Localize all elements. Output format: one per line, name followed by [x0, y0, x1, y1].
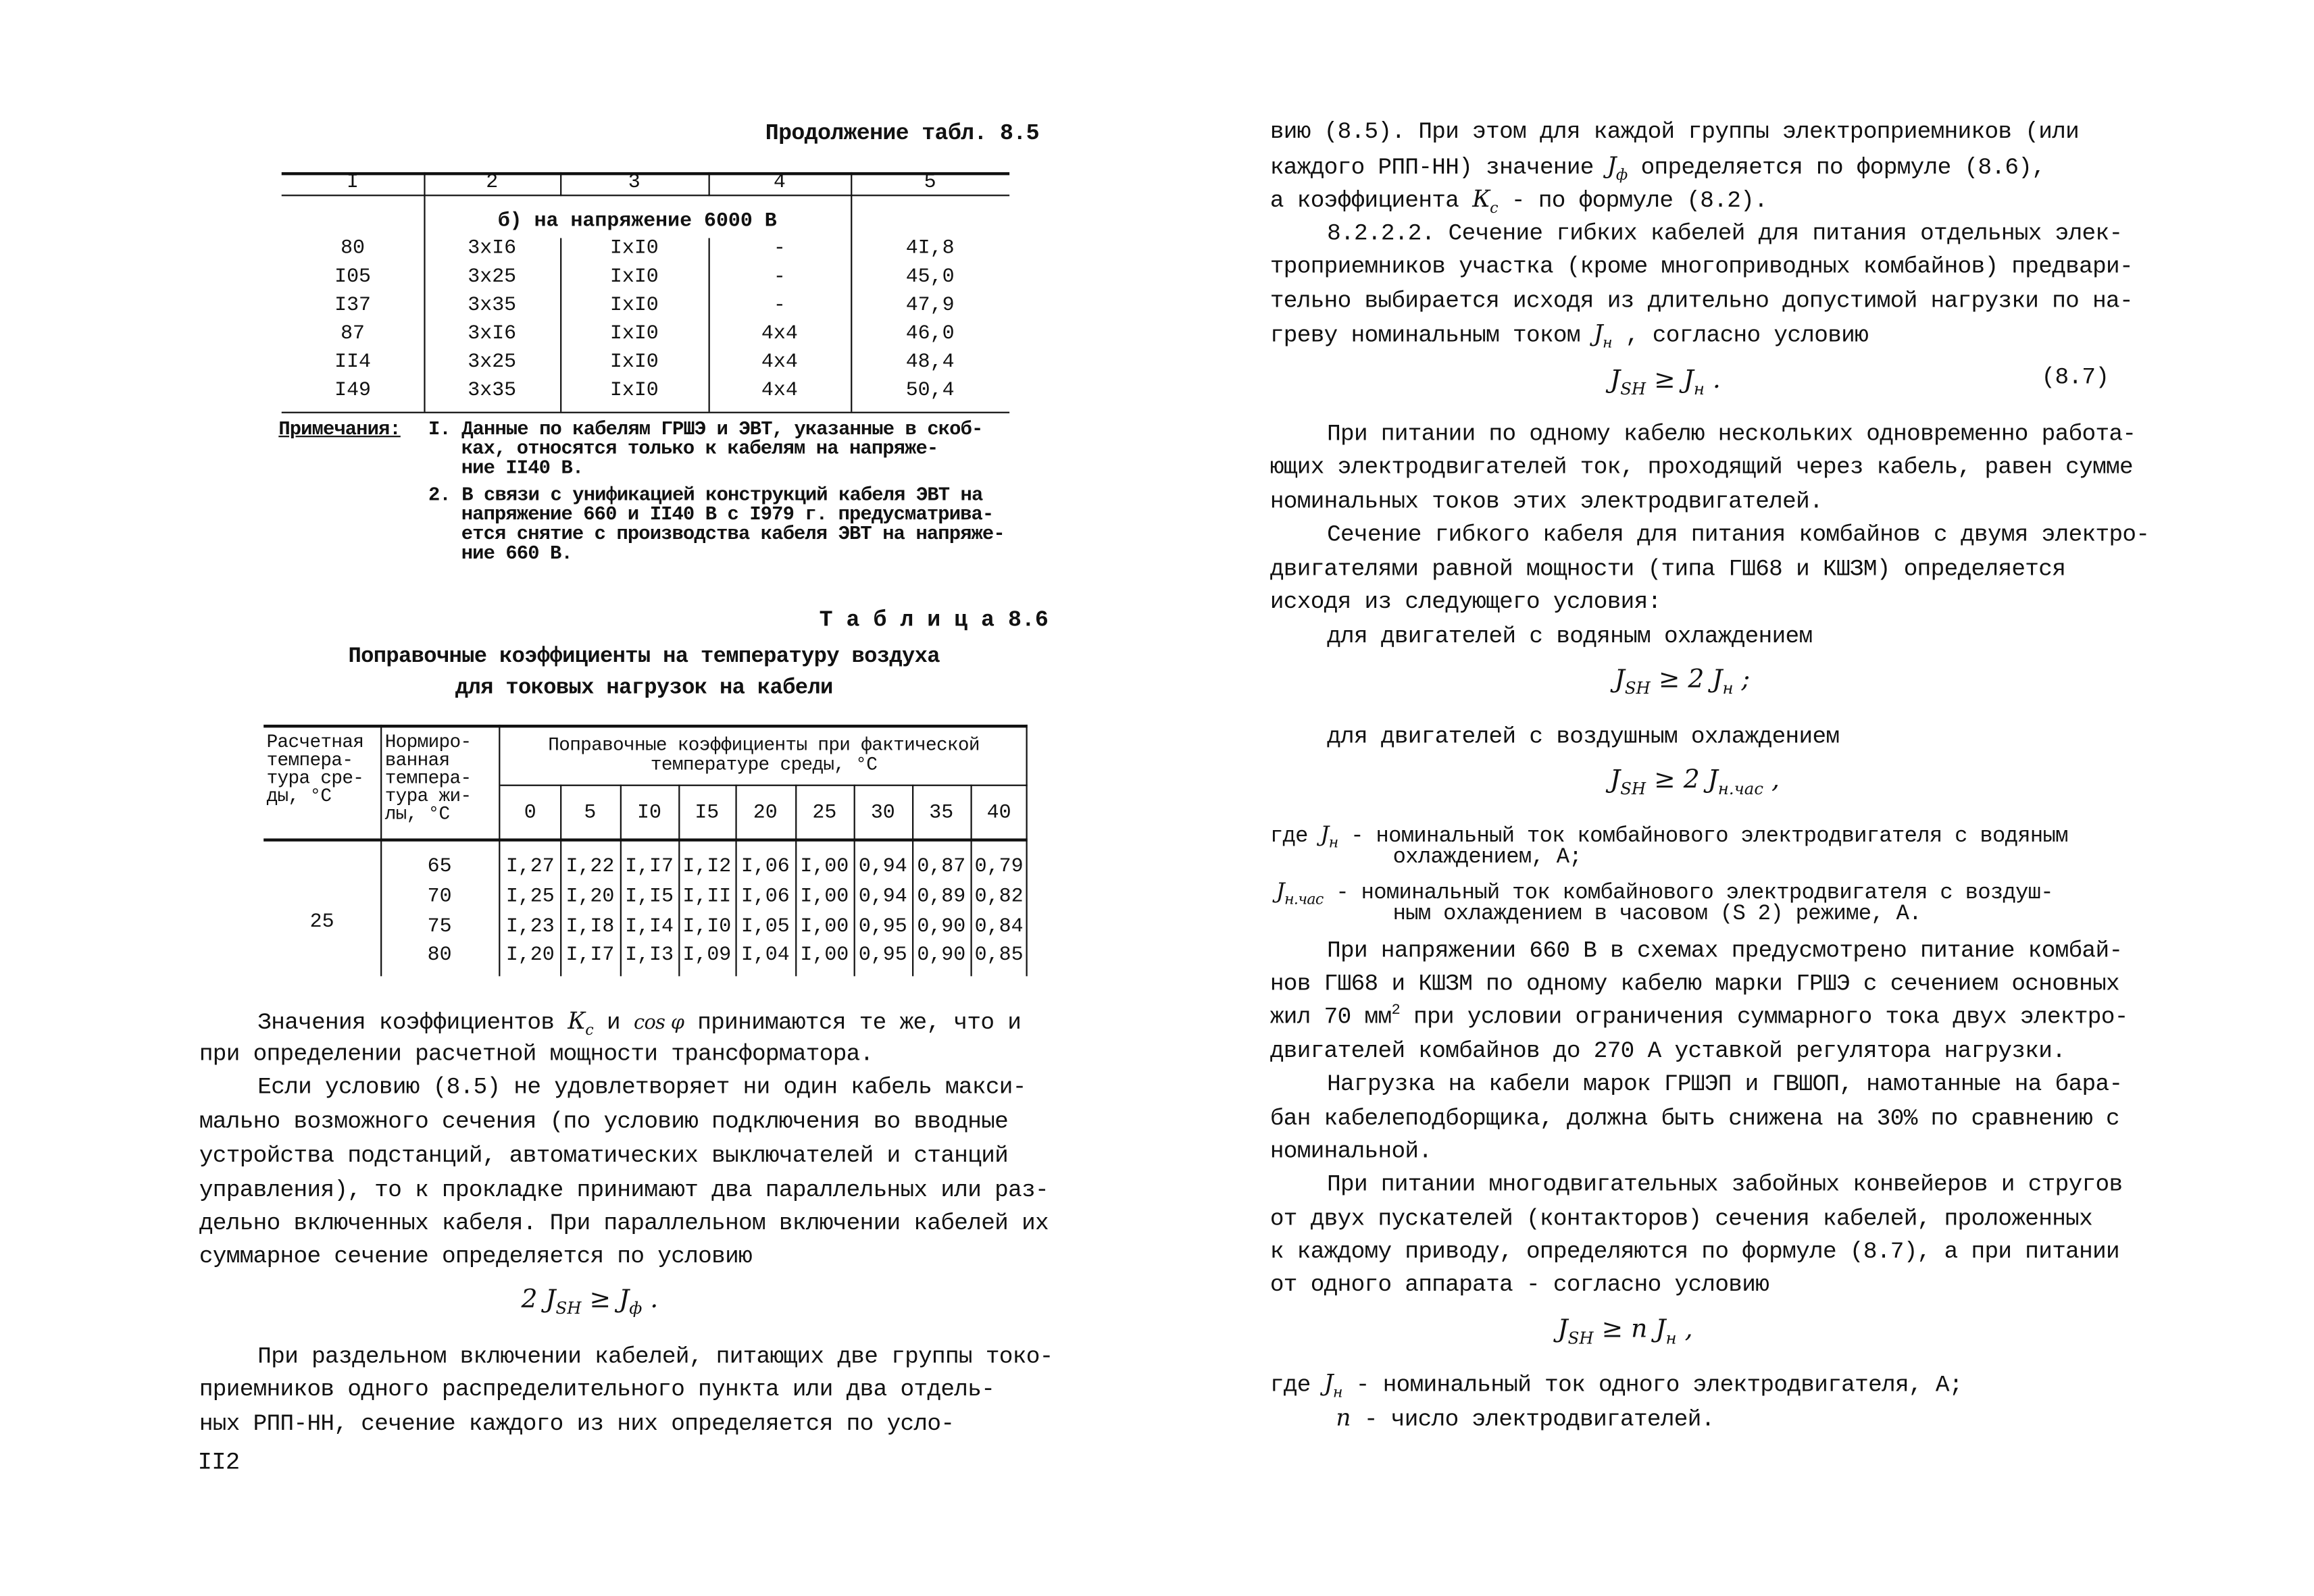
definition-line: охлаждением, А;	[1392, 846, 1582, 870]
table-cell: 4x4	[761, 351, 798, 375]
table-cell: 0,89	[917, 886, 966, 909]
table-cell: 0,84	[974, 916, 1024, 939]
table-cell: 3x25	[468, 351, 517, 375]
table-cell: 80	[341, 238, 365, 261]
table-cell: 3x35	[468, 294, 517, 317]
subscript: н	[1665, 1329, 1677, 1348]
symbol: J	[1593, 320, 1603, 348]
temperature-header: 40	[986, 802, 1011, 825]
table-cell: I,I4	[625, 916, 674, 939]
column-header-line: ванная	[384, 750, 450, 771]
column-header: 3	[628, 172, 640, 195]
table-header-rule	[282, 195, 1009, 196]
paragraph-line: управления), то к прокладке принимают два параллельных или раз-	[199, 1177, 1049, 1204]
table-cell: 75	[427, 916, 452, 939]
paragraph-line: от двух пускателей (контакторов) сечения кабелей, проложенных	[1269, 1205, 2093, 1233]
formula	[1615, 665, 1751, 698]
paragraph-line: вию (8.5). При этом для каждой группы электроприемников (или	[1269, 118, 2080, 146]
table-cell: I,09	[682, 944, 732, 968]
subscript: SH	[1620, 779, 1646, 799]
formula	[1557, 1314, 1692, 1348]
table-cell: I,00	[800, 944, 849, 968]
table-cell: I,06	[740, 886, 790, 909]
paragraph-line: мально возможного сечения (по условию подключения во вводные	[199, 1108, 1009, 1135]
paragraph-line: При напряжении 660 В в схемах предусмотрено питание комбай-	[1327, 937, 2123, 964]
table-cell: I,00	[800, 886, 849, 909]
paragraph-line: суммарное сечение определяется по условию	[199, 1242, 753, 1270]
table-cell: 47,9	[905, 294, 955, 317]
table-cell: IxI0	[609, 294, 659, 317]
table-cell: IxI0	[609, 351, 659, 375]
paragraph-line: ющих электродвигателей ток, проходящий через кабель, равен сумме	[1269, 453, 2133, 481]
table-cell: I,20	[505, 944, 555, 968]
text: принимаются те же, что и	[697, 1009, 1022, 1037]
paragraph-line: дельно включенных кабеля. При параллельном включении кабелей их	[199, 1210, 1049, 1237]
subscript: н.час	[1284, 892, 1324, 909]
paragraph-line: для двигателей с водяным охлаждением	[1327, 623, 1813, 650]
page-number: II2	[197, 1449, 240, 1476]
table-cell: I,I5	[625, 886, 674, 909]
table-cell: 0,87	[917, 856, 966, 879]
table-cell: 4I,8	[905, 238, 955, 261]
table-cell: 4x4	[761, 323, 798, 346]
temperature-header: I5	[695, 802, 720, 825]
table-continuation-title: Продолжение табл. 8.5	[765, 121, 1039, 147]
subscript: с	[1490, 201, 1498, 217]
text: - число электродвигателей.	[1363, 1406, 1715, 1433]
table-cell: I,00	[800, 856, 849, 879]
table-cell: I,27	[505, 856, 555, 879]
paragraph-line	[1270, 1003, 2128, 1030]
formula	[521, 1285, 658, 1318]
subscript: н	[1722, 679, 1734, 698]
paragraph-line	[1270, 186, 1767, 217]
definition-line: ным охлаждением в часовом (S 2) режиме, А.	[1392, 902, 1921, 927]
subscript: н	[1332, 1385, 1342, 1402]
table-cell: -	[773, 294, 786, 317]
table-title: Поправочные коэффициенты на температуру воздуха	[348, 645, 940, 669]
table-cell: II4	[334, 351, 372, 375]
table-cell: 50,4	[905, 380, 955, 403]
paragraph-line: устройства подстанций, автоматических выключателей и станций	[199, 1142, 1009, 1170]
temperature-header: 25	[812, 802, 837, 825]
paragraph-line	[257, 1008, 1021, 1039]
table-title: для токовых нагрузок на кабели	[455, 676, 833, 701]
table-cell: 0,85	[974, 944, 1024, 968]
definition-line	[1270, 1370, 1963, 1401]
formula-part: ,	[1684, 1314, 1693, 1345]
table-cell: 87	[341, 323, 365, 346]
text: - номинальный ток комбайнового электродвигателя с воздуш-	[1336, 881, 2053, 906]
paragraph-line: бан кабелеподборщика, должна быть снижена на 30% по сравнению с	[1269, 1104, 2120, 1132]
subscript: SH	[1624, 679, 1651, 698]
table-cell: 4x4	[761, 380, 798, 403]
text: - номинальный ток комбайнового электродвигателя с водяным	[1351, 825, 2068, 849]
table-cell: I,05	[740, 916, 790, 939]
symbol: cos φ	[633, 1012, 684, 1035]
symbol: J	[1320, 823, 1329, 848]
formula-part: ;	[1741, 665, 1751, 695]
table-cell: 70	[427, 886, 452, 909]
symbol: К	[568, 1007, 586, 1035]
formula-part: ≥ J	[589, 1285, 630, 1315]
table-cell: IxI0	[609, 323, 659, 346]
column-group-header: Поправочные коэффициенты при фактической	[548, 735, 980, 756]
paragraph-line: При питании многодвигательных забойных конвейеров и стругов	[1327, 1170, 2123, 1198]
table-cell: 0,79	[974, 856, 1024, 879]
table-cell: 3x25	[468, 266, 517, 289]
subscript: н	[1602, 335, 1612, 353]
table-cell: I,23	[505, 916, 555, 939]
column-header: 4	[773, 172, 786, 195]
table-bottom-rule	[282, 412, 1009, 413]
paragraph-line	[1270, 153, 2045, 184]
formula-part: ≥ J	[1654, 365, 1694, 396]
paragraph-line: ных РПП-НН, сечение каждого из них определяется по усло-	[199, 1410, 955, 1438]
paragraph-line: двигателями равной мощности (типа ГШ68 и КШЗМ) определяется	[1269, 555, 2066, 583]
table-cell: I49	[334, 380, 372, 403]
subscript: н.час	[1717, 779, 1764, 799]
formula-part: J	[1610, 365, 1621, 396]
table-cell: 45,0	[905, 266, 955, 289]
column-group-header: температуре среды, °С	[650, 754, 878, 776]
temperature-header: I0	[637, 802, 661, 825]
formula-part: ≥ 2 J	[1658, 665, 1723, 695]
note-line: ется снятие с производства кабеля ЭВТ на напряже-	[461, 522, 1005, 545]
table-cell: 65	[427, 856, 452, 879]
table-col-divider	[424, 172, 425, 412]
formula-part: ,	[1771, 765, 1780, 796]
subscript: SH	[1620, 379, 1646, 399]
definition-line	[1336, 1404, 1714, 1433]
formula-part: ≥ n J	[1601, 1314, 1666, 1345]
table-cell: -	[773, 266, 786, 289]
paragraph-line: от одного аппарата - согласно условию	[1269, 1271, 1769, 1298]
table-cell: 48,4	[905, 351, 955, 375]
text: - номинальный ток одного электродвигателя, А;	[1355, 1371, 1963, 1399]
note-line: ние II40 В.	[461, 457, 584, 480]
table-cell: I,06	[740, 856, 790, 879]
text: каждого РПП-НН) значение	[1269, 154, 1594, 182]
paragraph-line: нов ГШ68 и КШЗМ по одному кабелю марки ГРШЭ с сечением основных	[1269, 970, 2120, 998]
table-cell: I,I2	[682, 856, 732, 879]
table-label: Т а б л и ц а 8.6	[819, 608, 1049, 634]
column-header-line: темпера-	[384, 768, 472, 790]
column-header: 5	[924, 172, 936, 195]
table-top-rule	[263, 725, 1028, 727]
paragraph-line: Сечение гибкого кабеля для питания комбайнов с двумя электро-	[1327, 521, 2150, 548]
medium-temperature-cell: 25	[309, 912, 334, 935]
table-cell: -	[773, 238, 786, 261]
table-cell: 0,90	[917, 916, 966, 939]
formula-part: 2 J	[521, 1285, 556, 1315]
formula	[1610, 765, 1780, 799]
temperature-header: 30	[870, 802, 895, 825]
text: где	[1269, 1371, 1311, 1399]
table-cell: 0,94	[858, 856, 907, 879]
paragraph-line: При раздельном включении кабелей, питающих две группы токо-	[257, 1343, 1053, 1370]
table-cell: 3xI6	[468, 238, 517, 261]
paragraph-line: номинальной.	[1269, 1137, 1432, 1165]
subscript: ф	[629, 1298, 643, 1318]
text: определяется по формуле (8.6),	[1640, 154, 2046, 182]
column-header-line: темпера-	[266, 750, 353, 771]
formula-part: .	[1712, 365, 1721, 396]
table-section-header: б) на напряжение 6000 В	[497, 211, 777, 234]
table-cell: I,I8	[565, 916, 615, 939]
note-line: I. Данные по кабелям ГРШЭ и ЭВТ, указанные в скоб-	[428, 417, 983, 440]
table-cell: I,04	[740, 944, 790, 968]
column-header-line: лы, °С	[384, 804, 450, 825]
column-header-line: Нормиро-	[384, 732, 472, 754]
subscript: ф	[1615, 168, 1628, 184]
paragraph-line: при определении расчетной мощности трансформатора.	[199, 1040, 874, 1068]
subscript: н	[1328, 835, 1338, 852]
formula	[1610, 365, 1721, 399]
text: где	[1269, 825, 1308, 849]
text: а коэффициента	[1269, 187, 1459, 215]
note-line: ках, относятся только к кабелям на напряже-	[461, 437, 938, 460]
table-cell: I37	[334, 294, 372, 317]
table-cell: I05	[334, 266, 372, 289]
symbol: К	[1472, 185, 1490, 213]
table-cell: I,II	[682, 886, 732, 909]
table-cell: IxI0	[609, 380, 659, 403]
paragraph-line: тельно выбирается исходя из длительно допустимой нагрузки по на-	[1269, 287, 2133, 315]
symbol: J	[1607, 153, 1616, 180]
formula-part: J	[1557, 1314, 1568, 1345]
text: жил 70 мм	[1269, 1003, 1392, 1031]
column-header: 2	[486, 172, 499, 195]
subscript: SH	[1567, 1329, 1594, 1348]
paragraph-line: троприемников участка (кроме многоприводных комбайнов) предвари-	[1269, 253, 2133, 280]
table-subheader-rule	[500, 785, 1027, 786]
table-cell: I,00	[800, 916, 849, 939]
column-header: I	[347, 172, 359, 195]
table-cell: I,20	[565, 886, 615, 909]
table-cell: 46,0	[905, 323, 955, 346]
paragraph-line: к каждому приводу, определяются по формуле (8.7), а при питании	[1269, 1238, 2120, 1266]
symbol: J	[1324, 1370, 1333, 1397]
table-cell: I,I3	[625, 944, 674, 968]
column-header-line: ды, °С	[266, 786, 332, 807]
table-cell: 3x35	[468, 380, 517, 403]
table-cell: 3xI6	[468, 323, 517, 346]
definition-line	[1270, 823, 2068, 852]
text: греву номинальным током	[1269, 321, 1580, 349]
symbol: n	[1336, 1404, 1351, 1432]
text: , согласно условию	[1625, 321, 1869, 349]
note-line: ние 660 В.	[461, 542, 572, 565]
subscript: с	[585, 1023, 594, 1039]
paragraph-line: 8.2.2.2. Сечение гибких кабелей для питания отдельных элек-	[1327, 220, 2123, 247]
paragraph-line: для двигателей с воздушным охлаждением	[1327, 723, 1840, 750]
subscript: SH	[555, 1298, 582, 1318]
table-cell: 0,94	[858, 886, 907, 909]
paragraph-line: приемников одного распределительного пункта или два отдель-	[199, 1376, 995, 1404]
paragraph-line	[1270, 320, 1868, 352]
text: при условии ограничения суммарного тока двух электро-	[1413, 1003, 2128, 1031]
paragraph-line: Если условию (8.5) не удовлетворяет ни один кабель макси-	[257, 1073, 1026, 1101]
text: и	[607, 1009, 620, 1037]
equation-number: (8.7)	[2041, 363, 2109, 391]
temperature-header: 20	[753, 802, 778, 825]
paragraph-line: При питании по одному кабелю нескольких одновременно работа-	[1327, 420, 2136, 448]
table-cell: 0,95	[858, 916, 907, 939]
table-cell: I,I0	[682, 916, 732, 939]
table-cell: I,I7	[565, 944, 615, 968]
formula-part: J	[1610, 765, 1621, 796]
paragraph-line: номинальных токов этих электродвигателей.	[1269, 488, 1823, 515]
column-header-line: тура жи-	[384, 786, 472, 807]
paragraph-line: двигателей комбайнов до 270 А уставкой регулятора нагрузки.	[1269, 1037, 2066, 1065]
notes-label: Примечания:	[278, 417, 401, 440]
table-cell: 0,90	[917, 944, 966, 968]
text: Значения коэффициентов	[257, 1009, 555, 1037]
table-cell: 80	[427, 944, 452, 968]
table-cell: I,25	[505, 886, 555, 909]
formula-part: ≥ 2 J	[1654, 765, 1718, 796]
temperature-header: 5	[584, 802, 597, 825]
text: - по формуле (8.2).	[1511, 187, 1768, 215]
subscript: н	[1693, 379, 1705, 399]
note-line: 2. В связи с унификацией конструкций кабеля ЭВТ на	[428, 484, 983, 507]
table-cell: IxI0	[609, 266, 659, 289]
paragraph-line: исходя из следующего условия:	[1269, 588, 1661, 616]
formula-part: .	[650, 1285, 659, 1315]
superscript: 2	[1391, 1003, 1401, 1020]
table-cell: IxI0	[609, 238, 659, 261]
table-cell: 0,95	[858, 944, 907, 968]
table-cell: I,22	[565, 856, 615, 879]
column-header-line: тура сре-	[266, 768, 364, 790]
symbol: J	[1276, 880, 1284, 904]
note-line: напряжение 660 и II40 В с I979 г. предусматрива-	[461, 503, 994, 526]
paragraph-line: Нагрузка на кабели марок ГРШЭП и ГВШОП, намотанные на бара-	[1327, 1071, 2123, 1098]
temperature-header: 0	[524, 802, 536, 825]
temperature-header: 35	[929, 802, 954, 825]
column-header-line: Расчетная	[266, 732, 364, 754]
formula-part: J	[1614, 665, 1625, 695]
table-cell: 0,82	[974, 886, 1024, 909]
table-col-divider	[851, 172, 852, 412]
table-cell: I,I7	[625, 856, 674, 879]
